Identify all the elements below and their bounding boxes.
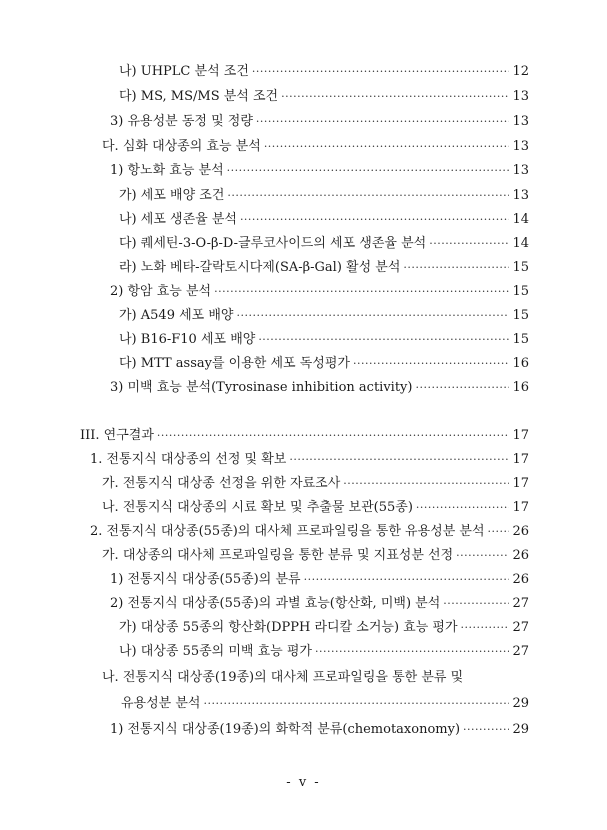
toc-leader-dots (157, 426, 510, 446)
toc-leader-dots (456, 546, 509, 566)
toc-leader-dots (289, 450, 509, 470)
toc-entry-page: 17 (512, 428, 529, 443)
toc-entry[interactable] (119, 210, 529, 230)
toc-entry-page: 13 (512, 89, 529, 104)
toc-entry-label: 나. 전통지식 대상종의 시료 확보 및 추출물 보관(55종) (102, 500, 413, 515)
toc-entry-page: 15 (512, 308, 529, 323)
toc-entry[interactable] (110, 112, 529, 132)
toc-entry-page: 13 (512, 163, 529, 178)
toc-leader-dots (227, 186, 509, 206)
toc-leader-dots (343, 474, 509, 494)
toc-entry[interactable] (119, 330, 529, 350)
toc-entry-page: 12 (512, 64, 529, 79)
toc-entry-page: 16 (512, 356, 529, 371)
toc-entry-page: 26 (512, 548, 529, 563)
toc-entry-page: 17 (512, 500, 529, 515)
toc-leader-dots (227, 161, 510, 181)
toc-entry-label: 가) 대상종 55종의 항산화(DPPH 라디칼 소거능) 효능 평가 (119, 620, 458, 635)
toc-entry[interactable] (80, 426, 529, 446)
toc-entry-page: 16 (512, 380, 529, 395)
toc-leader-dots (281, 87, 509, 107)
toc-leader-dots (252, 62, 510, 82)
toc-entry-label: 가. 전통지식 대상종 선정을 위한 자료조사 (102, 476, 341, 491)
toc-entry-label: 다) MS, MS/MS 분석 조건 (119, 89, 279, 104)
toc-entry[interactable] (102, 668, 529, 688)
toc-entry[interactable] (119, 87, 529, 107)
toc-entry-label: III. 연구결과 (80, 428, 154, 443)
toc-entry[interactable] (110, 282, 529, 302)
toc-entry-page: 14 (512, 236, 529, 251)
toc-entry-label: 3) 미백 효능 분석(Tyrosinase inhibition activity) (110, 380, 413, 395)
page-number-footer: - v - (286, 775, 321, 790)
toc-entry[interactable] (102, 498, 529, 518)
toc-entry-label: 나. 전통지식 대상종(19종)의 대사체 프로파일링을 통한 분류 및 (102, 670, 464, 685)
toc-entry-page: 17 (512, 452, 529, 467)
toc-entry-label: 다) 퀘세틴-3-O-β-D-글루코사이드의 세포 생존율 분석 (119, 236, 427, 251)
toc-entry[interactable] (119, 618, 529, 638)
toc-entry[interactable] (102, 546, 529, 566)
toc-leader-dots (416, 498, 510, 518)
toc-leader-dots (403, 258, 509, 278)
toc-entry-label: 다. 심화 대상종의 효능 분석 (102, 139, 261, 154)
toc-entry-label: 가. 대상종의 대사체 프로파일링을 통한 분류 및 지표성분 선정 (102, 548, 454, 563)
toc-entry[interactable] (119, 258, 529, 278)
toc-entry[interactable] (110, 570, 529, 590)
toc-entry-page: 27 (512, 596, 529, 611)
toc-entry[interactable] (90, 522, 529, 542)
toc-entry-page: 15 (512, 332, 529, 347)
toc-leader-dots (264, 137, 510, 157)
toc-entry[interactable] (90, 450, 529, 470)
toc-entry-page: 13 (512, 114, 529, 129)
toc-entry-label: 1) 전통지식 대상종(19종)의 화학적 분류(chemotaxonomy) (110, 722, 461, 737)
toc-leader-dots (214, 282, 509, 302)
toc-entry-page: 29 (512, 722, 529, 737)
toc-leader-dots (461, 618, 510, 638)
toc-entry-page: 27 (512, 644, 529, 659)
toc-leader-dots (443, 594, 509, 614)
toc-entry-label: 다) MTT assay를 이용한 세포 독성평가 (119, 356, 350, 371)
toc-entry-label: 가) 세포 배양 조건 (119, 188, 225, 203)
toc-leader-dots (258, 330, 509, 350)
toc-entry-label: 나) UHPLC 분석 조건 (119, 64, 249, 79)
toc-entry-label: 3) 유용성분 동정 및 정량 (110, 114, 253, 129)
toc-entry-page: 13 (512, 139, 529, 154)
toc-entry-label: 1. 전통지식 대상종의 선정 및 확보 (90, 452, 287, 467)
toc-entry-page: 15 (512, 260, 529, 275)
toc-entry-page: 27 (512, 620, 529, 635)
toc-entry-page: 14 (512, 212, 529, 227)
toc-entry[interactable] (110, 720, 529, 740)
toc-entry[interactable] (119, 354, 529, 374)
toc-entry[interactable] (110, 378, 529, 398)
toc-leader-dots (236, 306, 509, 326)
toc-leader-dots (240, 210, 510, 230)
toc-leader-dots (304, 570, 510, 590)
toc-entry-label: 2) 항암 효능 분석 (110, 284, 212, 299)
toc-entry[interactable] (119, 642, 529, 662)
toc-leader-dots (203, 694, 509, 714)
toc-leader-dots (429, 234, 509, 254)
toc-entry-label: 1) 전통지식 대상종(55종)의 분류 (110, 572, 301, 587)
toc-entry-label: 나) 대상종 55종의 미백 효능 평가 (119, 644, 312, 659)
toc-entry-label: 유용성분 분석 (121, 696, 201, 711)
toc-entry[interactable] (121, 694, 529, 714)
toc-entry[interactable] (102, 474, 529, 494)
toc-entry-label: 라) 노화 베타-갈락토시다제(SA-β-Gal) 활성 분석 (119, 260, 401, 275)
toc-entry[interactable] (102, 137, 529, 157)
toc-entry-label: 나) 세포 생존율 분석 (119, 212, 237, 227)
toc-leader-dots (353, 354, 509, 374)
toc-leader-dots (463, 720, 509, 740)
toc-entry-page: 29 (512, 696, 529, 711)
toc-entry-page: 17 (512, 476, 529, 491)
toc-entry-page: 13 (512, 188, 529, 203)
toc-entry-label: 2. 전통지식 대상종(55종)의 대사체 프로파일링을 통한 유용성분 분석 (90, 524, 485, 539)
toc-entry-label: 2) 전통지식 대상종(55종)의 과별 효능(항산화, 미백) 분석 (110, 596, 441, 611)
toc-entry[interactable] (110, 161, 529, 181)
toc-entry-page: 15 (512, 284, 529, 299)
toc-leader-dots (256, 112, 510, 132)
toc-entry[interactable] (119, 234, 529, 254)
toc-entry-label: 1) 항노화 효능 분석 (110, 163, 224, 178)
toc-entry-label: 나) B16-F10 세포 배양 (119, 332, 256, 347)
toc-entry[interactable] (119, 306, 529, 326)
toc-entry-page: 26 (512, 524, 529, 539)
toc-leader-dots (488, 522, 510, 542)
toc-entry[interactable] (110, 594, 529, 614)
toc-leader-dots (415, 378, 509, 398)
toc-entry-label: 가) A549 세포 배양 (119, 308, 234, 323)
toc-entry[interactable] (119, 62, 529, 82)
toc-entry[interactable] (119, 186, 529, 206)
toc-leader-dots (315, 642, 509, 662)
toc-entry-page: 26 (512, 572, 529, 587)
